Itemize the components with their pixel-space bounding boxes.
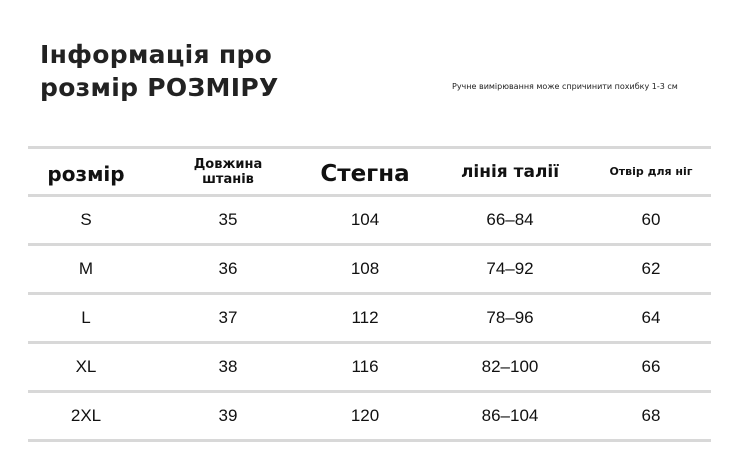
cell-pants-length: 35 bbox=[218, 210, 238, 229]
table-row bbox=[28, 344, 711, 390]
table-row bbox=[28, 393, 711, 439]
cell-leg-opening: 64 bbox=[641, 308, 661, 327]
cell-waist: 66–84 bbox=[486, 210, 534, 229]
cell-hips: 116 bbox=[351, 357, 379, 376]
cell-pants-length: 37 bbox=[218, 308, 238, 327]
table-header-row bbox=[28, 149, 711, 194]
measurement-note: Ручне вимірювання може спричинити похибку 1-3 см bbox=[452, 82, 678, 91]
header-waist: лінія талії bbox=[460, 161, 560, 182]
cell-size: S bbox=[80, 210, 92, 229]
cell-waist: 82–100 bbox=[481, 357, 539, 376]
table-divider bbox=[28, 439, 711, 442]
cell-hips: 112 bbox=[351, 308, 379, 327]
header-size: розмір bbox=[47, 161, 125, 186]
cell-hips: 108 bbox=[350, 259, 380, 278]
header-pants-length: Довжина штанів bbox=[193, 156, 263, 187]
cell-leg-opening: 62 bbox=[641, 259, 661, 278]
cell-waist: 74–92 bbox=[486, 259, 534, 278]
cell-waist: 86–104 bbox=[481, 406, 539, 425]
cell-size: M bbox=[78, 259, 94, 278]
cell-pants-length: 38 bbox=[218, 357, 238, 376]
cell-leg-opening: 66 bbox=[641, 357, 661, 376]
table-row bbox=[28, 246, 711, 292]
cell-leg-opening: 60 bbox=[641, 210, 661, 229]
page-title bbox=[40, 38, 279, 104]
cell-pants-length: 39 bbox=[218, 406, 238, 425]
cell-waist: 78–96 bbox=[486, 308, 534, 327]
table-row bbox=[28, 197, 711, 243]
cell-size: L bbox=[81, 308, 91, 327]
cell-size: 2XL bbox=[70, 406, 102, 425]
title-line-2: розмір РОЗМІРУ bbox=[40, 73, 279, 102]
cell-size: XL bbox=[75, 357, 97, 376]
cell-hips: 104 bbox=[350, 210, 380, 229]
title-line-1: Інформація про bbox=[40, 40, 273, 69]
cell-leg-opening: 68 bbox=[641, 406, 661, 425]
size-table bbox=[28, 146, 711, 442]
header-hips: Стегна bbox=[320, 160, 410, 187]
cell-hips: 120 bbox=[350, 406, 380, 425]
header-leg-opening: Отвір для ніг bbox=[609, 165, 693, 178]
table-row bbox=[28, 295, 711, 341]
cell-pants-length: 36 bbox=[218, 259, 238, 278]
